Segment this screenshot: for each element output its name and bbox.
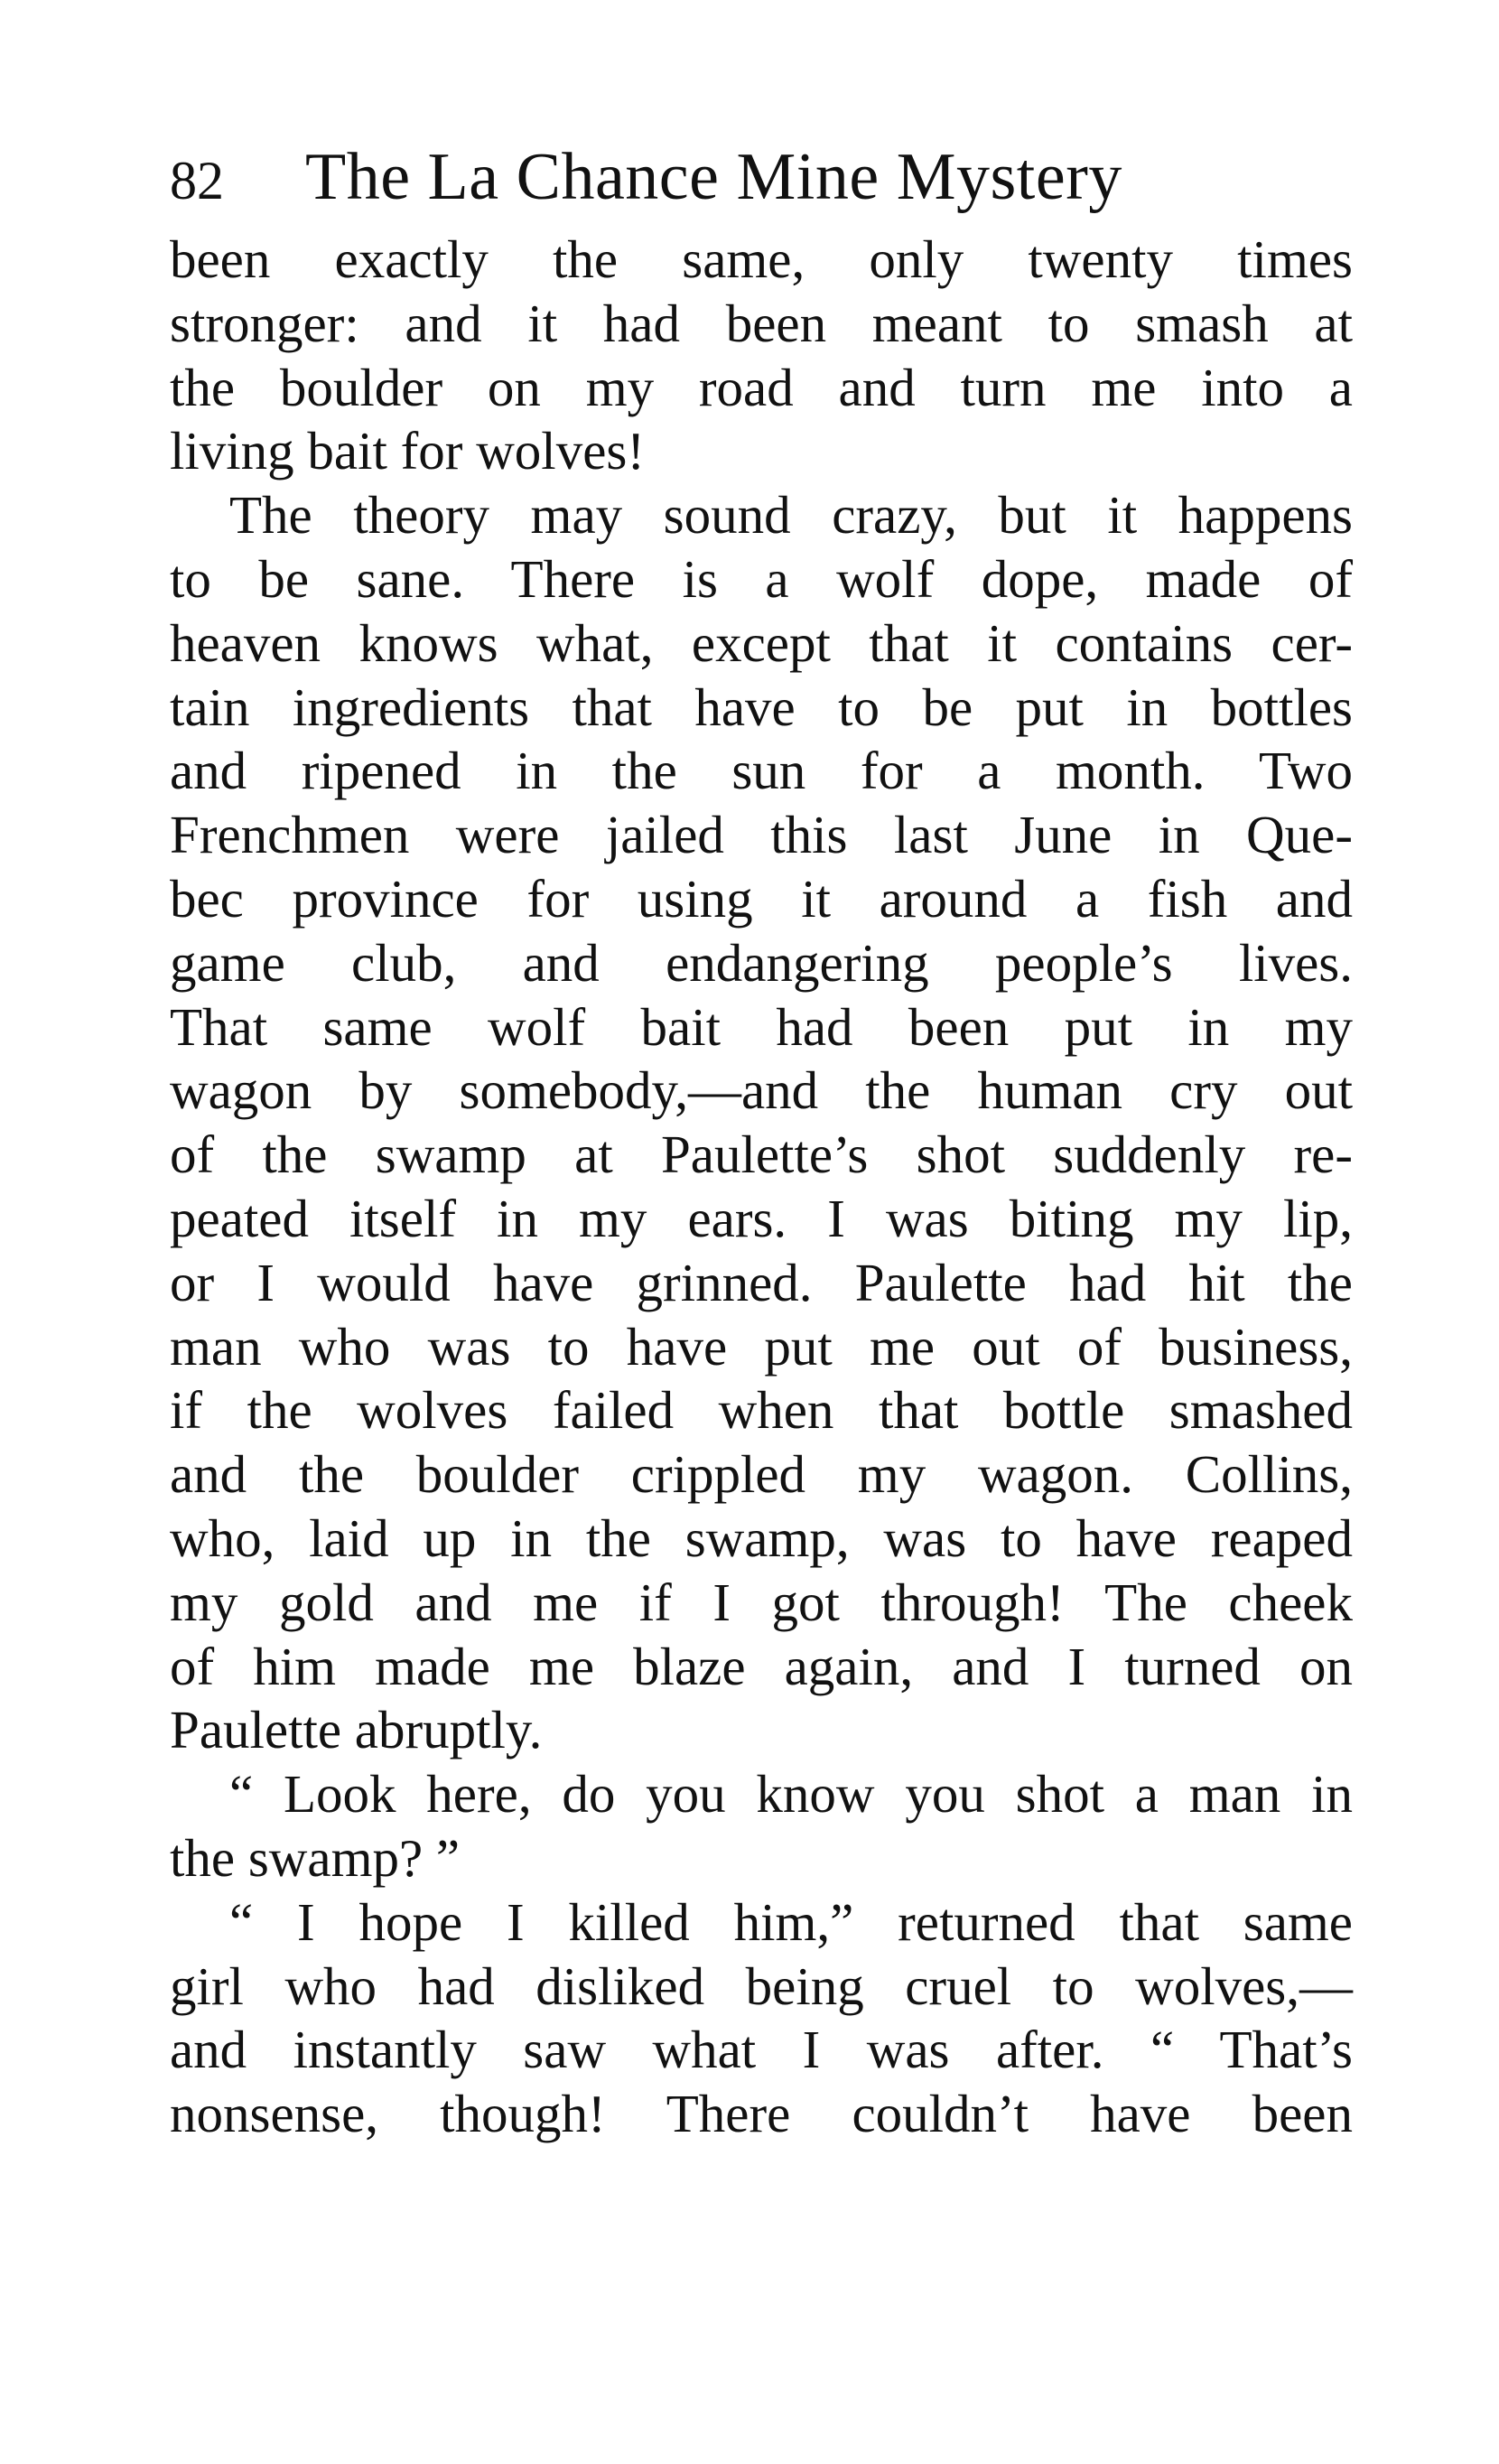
running-head (170, 126, 1353, 228)
text-line: Frenchmen were jailed this last June in Que- (170, 805, 1353, 865)
text-line: heaven knows what, except that it contains cer- (170, 612, 1353, 673)
text-line: nonsense, though! There couldn’t have been (170, 2084, 1353, 2144)
text-line: “ Look here, do you know you shot a man in (229, 1764, 1353, 1825)
text-line: the swamp? ” (170, 1827, 461, 1888)
text-line: girl who had disliked being cruel to wolves,— (170, 1955, 1353, 2016)
text-line: and instantly saw what I was after. “ That’s (170, 2020, 1353, 2080)
text-line: That same wolf bait had been put in my (170, 996, 1353, 1057)
text-line: been exactly the same, only twenty times (170, 229, 1353, 289)
running-title: The La Chance Mine Mystery (305, 140, 1122, 214)
text-line: the boulder on my road and turn me into a (170, 357, 1353, 417)
book-page (170, 126, 1353, 2146)
text-line: game club, and endangering people’s lives. (170, 932, 1353, 993)
text-line: The theory may sound crazy, but it happens (229, 485, 1353, 546)
text-line: or I would have grinned. Paulette had hit the (170, 1252, 1353, 1312)
text-line: who, laid up in the swamp, was to have reaped (170, 1507, 1353, 1568)
text-line: if the wolves failed when that bottle smashed (170, 1380, 1353, 1441)
text-line: living bait for wolves! (170, 421, 645, 481)
text-line: “ I hope I killed him,” returned that same (229, 1891, 1353, 1952)
text-line: tain ingredients that have to be put in bottles (170, 677, 1353, 737)
text-line: my gold and me if I got through! The cheek (170, 1572, 1353, 1632)
text-line: and ripened in the sun for a month. Two (170, 741, 1353, 801)
page-number: 82 (170, 151, 224, 210)
text-line: to be sane. There is a wolf dope, made of (170, 548, 1353, 609)
text-line: stronger: and it had been meant to smash at (170, 293, 1353, 353)
text-line: of the swamp at Paulette’s shot suddenly re- (170, 1125, 1353, 1185)
text-line: and the boulder crippled my wagon. Collins, (170, 1444, 1353, 1505)
body-text (170, 228, 1353, 2146)
text-line: Paulette abruptly. (170, 1700, 543, 1760)
text-line: of him made me blaze again, and I turned on (170, 1636, 1353, 1696)
text-line: man who was to have put me out of business, (170, 1316, 1353, 1377)
text-line: bec province for using it around a fish and (170, 868, 1353, 929)
text-line: peated itself in my ears. I was biting my lip, (170, 1188, 1353, 1248)
text-line: wagon by somebody,—and the human cry out (170, 1060, 1353, 1121)
